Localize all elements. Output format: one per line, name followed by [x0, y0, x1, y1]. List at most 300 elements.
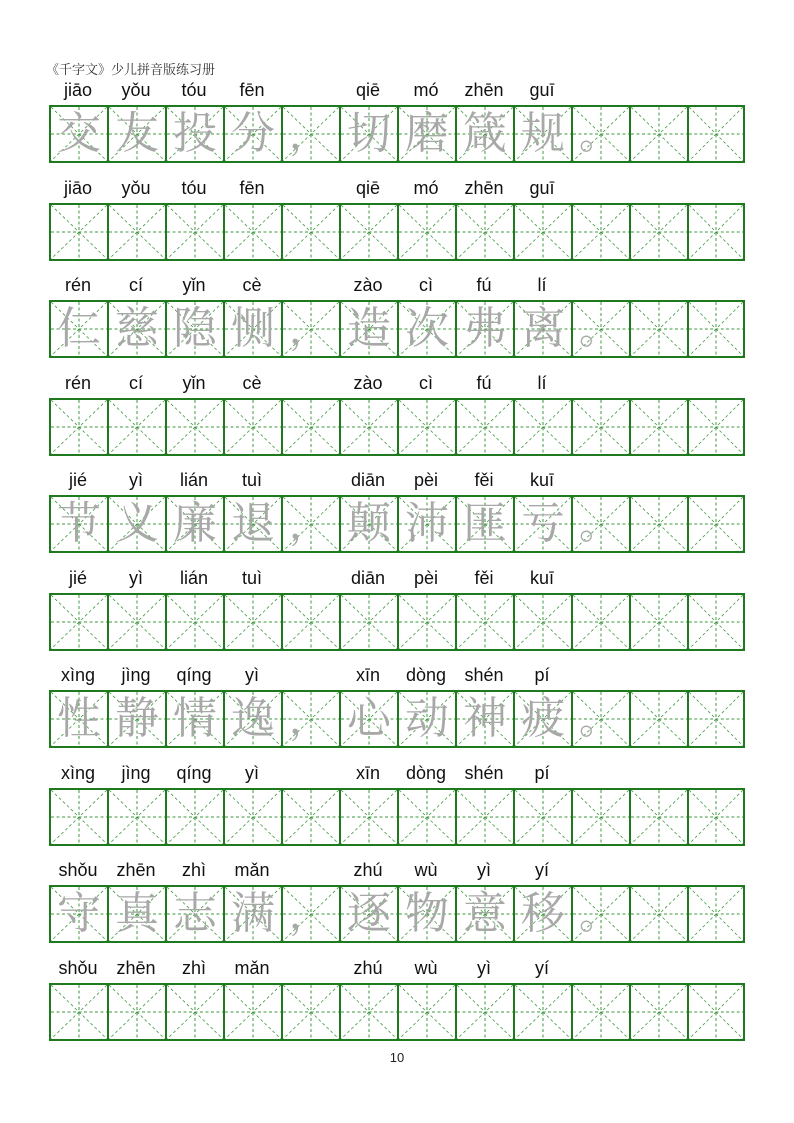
writing-cell[interactable] — [397, 887, 455, 941]
trace-character — [689, 302, 743, 356]
writing-cell[interactable] — [223, 790, 281, 844]
pinyin-line — [49, 372, 745, 396]
pinyin-syllable: mó — [413, 177, 439, 198]
writing-cell[interactable] — [629, 302, 687, 356]
writing-cell[interactable] — [513, 887, 571, 941]
writing-cell[interactable] — [223, 107, 281, 161]
writing-cell[interactable] — [571, 497, 629, 551]
pinyin-syllable: pèi — [413, 470, 439, 490]
writing-cell[interactable] — [49, 985, 107, 1039]
pinyin-syllable: tuì — [241, 470, 262, 490]
writing-cell[interactable] — [397, 302, 455, 356]
pinyin-syllable: yǒu — [121, 80, 151, 100]
writing-cell[interactable] — [107, 497, 165, 551]
writing-cell[interactable] — [165, 497, 223, 551]
writing-cell[interactable] — [629, 400, 687, 454]
writing-cell[interactable] — [571, 107, 629, 161]
blank-character — [399, 595, 455, 649]
writing-cell[interactable] — [571, 595, 629, 649]
character-grid — [49, 593, 745, 651]
pinyin-syllable: zhì — [181, 860, 206, 880]
pinyin-syllable: shén — [464, 762, 504, 783]
writing-cell[interactable] — [397, 205, 455, 259]
writing-cell[interactable] — [455, 302, 513, 356]
trace-character: 意 — [463, 888, 507, 939]
character-grid — [49, 203, 745, 261]
pinyin-syllable: wù — [414, 957, 438, 978]
blank-character — [225, 205, 281, 259]
trace-character: 逐 — [347, 888, 391, 939]
writing-cell[interactable] — [513, 205, 571, 259]
blank-character — [457, 595, 513, 649]
blank-character — [689, 205, 743, 259]
writing-cell[interactable] — [455, 107, 513, 161]
blank-character — [631, 790, 687, 844]
writing-cell[interactable] — [339, 692, 397, 746]
writing-cell[interactable] — [49, 205, 107, 259]
blank-character — [51, 205, 107, 259]
trace-character: 交 — [57, 108, 101, 159]
trace-character: 节 — [57, 498, 101, 549]
writing-cell[interactable] — [107, 400, 165, 454]
writing-cell[interactable] — [49, 595, 107, 649]
blank-character — [341, 400, 397, 454]
writing-cell[interactable] — [281, 400, 339, 454]
writing-cell[interactable] — [339, 302, 397, 356]
writing-cell[interactable] — [629, 205, 687, 259]
pinyin-syllable: zào — [353, 372, 383, 393]
writing-cell[interactable] — [513, 302, 571, 356]
pinyin-syllable: yǐn — [182, 372, 206, 393]
writing-cell[interactable] — [571, 205, 629, 259]
writing-cell[interactable] — [223, 692, 281, 746]
trace-character — [631, 107, 687, 161]
writing-cell[interactable] — [223, 302, 281, 356]
blank-character — [283, 595, 339, 649]
writing-cell[interactable] — [281, 497, 339, 551]
practice-row-blank — [49, 177, 745, 261]
pinyin-syllable: zhēn — [116, 860, 156, 880]
writing-cell[interactable] — [687, 692, 745, 746]
writing-cell[interactable] — [397, 497, 455, 551]
trace-character — [631, 887, 687, 941]
pinyin-syllable: xìng — [60, 762, 96, 783]
pinyin-line — [49, 567, 745, 591]
writing-cell[interactable] — [223, 205, 281, 259]
writing-cell[interactable] — [49, 302, 107, 356]
practice-row-trace — [49, 274, 745, 358]
blank-character — [573, 790, 629, 844]
writing-cell[interactable] — [571, 887, 629, 941]
writing-cell[interactable] — [629, 985, 687, 1039]
writing-cell[interactable] — [571, 985, 629, 1039]
writing-cell[interactable] — [165, 887, 223, 941]
blank-character — [631, 595, 687, 649]
pinyin-syllable: mǎn — [234, 860, 270, 880]
trace-character: 颠 — [347, 498, 391, 549]
writing-cell[interactable] — [513, 790, 571, 844]
trace-character: 隐 — [173, 303, 217, 354]
trace-character: 亏 — [521, 498, 565, 549]
blank-character — [457, 205, 513, 259]
character-grid — [49, 983, 745, 1041]
pinyin-syllable: fēn — [239, 177, 265, 198]
writing-cell[interactable] — [513, 497, 571, 551]
trace-character: 分 — [231, 108, 275, 159]
pinyin-syllable: xìng — [60, 665, 96, 685]
blank-character — [167, 985, 223, 1039]
writing-cell[interactable] — [455, 400, 513, 454]
blank-character — [225, 400, 281, 454]
writing-cell[interactable] — [629, 107, 687, 161]
writing-cell[interactable] — [571, 400, 629, 454]
writing-cell[interactable] — [107, 302, 165, 356]
practice-row-blank — [49, 762, 745, 846]
writing-cell[interactable] — [339, 790, 397, 844]
writing-cell[interactable] — [281, 692, 339, 746]
blank-character — [341, 595, 397, 649]
writing-cell[interactable] — [49, 790, 107, 844]
character-grid — [49, 495, 745, 553]
blank-character — [399, 985, 455, 1039]
trace-character: 动 — [405, 693, 449, 744]
writing-cell[interactable] — [339, 985, 397, 1039]
blank-character — [573, 400, 629, 454]
pinyin-syllable: yì — [244, 762, 259, 783]
blank-character — [573, 595, 629, 649]
writing-cell[interactable] — [165, 692, 223, 746]
pinyin-syllable: yì — [244, 665, 259, 685]
pinyin-syllable: jié — [68, 567, 87, 588]
pinyin-syllable: cì — [418, 372, 433, 393]
pinyin-syllable: cí — [128, 372, 143, 393]
trace-character: 静 — [115, 693, 159, 744]
trace-character: 真 — [115, 888, 159, 939]
writing-cell[interactable] — [165, 985, 223, 1039]
blank-character — [167, 400, 223, 454]
trace-character: 义 — [115, 498, 159, 549]
blank-character — [167, 790, 223, 844]
blank-character — [689, 595, 743, 649]
blank-character — [399, 205, 455, 259]
blank-character — [399, 790, 455, 844]
writing-cell[interactable] — [339, 595, 397, 649]
blank-character — [225, 790, 281, 844]
pinyin-syllable: shǒu — [58, 957, 98, 978]
blank-character — [573, 205, 629, 259]
writing-cell[interactable] — [629, 595, 687, 649]
writing-cell[interactable] — [107, 887, 165, 941]
pinyin-syllable: fěi — [474, 470, 494, 490]
blank-character — [689, 790, 743, 844]
blank-character — [341, 790, 397, 844]
pinyin-syllable: zhēn — [464, 177, 504, 198]
writing-cell[interactable] — [397, 400, 455, 454]
writing-cell[interactable] — [223, 497, 281, 551]
writing-cell[interactable] — [455, 497, 513, 551]
trace-character: 次 — [405, 303, 449, 354]
pinyin-line — [49, 957, 745, 981]
writing-cell[interactable] — [513, 692, 571, 746]
writing-cell[interactable] — [629, 790, 687, 844]
writing-cell[interactable] — [687, 302, 745, 356]
pinyin-syllable: fěi — [474, 567, 494, 588]
writing-cell[interactable] — [339, 205, 397, 259]
pinyin-syllable: jié — [68, 470, 87, 490]
trace-character: 。 — [579, 892, 619, 938]
writing-cell[interactable] — [107, 205, 165, 259]
trace-character: 造 — [347, 303, 391, 354]
trace-character: 切 — [347, 108, 391, 159]
writing-cell[interactable] — [629, 692, 687, 746]
trace-character: 情 — [173, 693, 217, 744]
trace-character: 性 — [57, 693, 101, 744]
blank-character — [689, 985, 743, 1039]
trace-character: 。 — [579, 112, 619, 158]
pinyin-syllable: yǐn — [182, 275, 206, 295]
character-grid — [49, 788, 745, 846]
pinyin-syllable: mó — [413, 80, 439, 100]
trace-character: 箴 — [463, 108, 507, 159]
trace-character: 离 — [521, 303, 565, 354]
writing-cell[interactable] — [455, 887, 513, 941]
writing-cell[interactable] — [165, 302, 223, 356]
writing-cell[interactable] — [107, 790, 165, 844]
trace-character: 慈 — [115, 303, 159, 354]
blank-character — [109, 595, 165, 649]
writing-cell[interactable] — [223, 985, 281, 1039]
writing-cell[interactable] — [165, 790, 223, 844]
writing-cell[interactable] — [687, 107, 745, 161]
blank-character — [283, 790, 339, 844]
pinyin-syllable: qíng — [176, 762, 212, 783]
pinyin-syllable: xīn — [355, 762, 380, 783]
trace-character: 投 — [173, 108, 217, 159]
blank-character — [457, 400, 513, 454]
writing-cell[interactable] — [571, 302, 629, 356]
writing-cell[interactable] — [687, 205, 745, 259]
blank-character — [399, 400, 455, 454]
trace-character: 廉 — [173, 498, 217, 549]
trace-character: 志 — [173, 888, 217, 939]
writing-cell[interactable] — [513, 595, 571, 649]
writing-cell[interactable] — [571, 790, 629, 844]
trace-character: 物 — [405, 888, 449, 939]
pinyin-line — [49, 79, 745, 103]
blank-character — [341, 205, 397, 259]
writing-cell[interactable] — [629, 497, 687, 551]
writing-cell[interactable] — [339, 497, 397, 551]
writing-cell[interactable] — [223, 595, 281, 649]
writing-cell[interactable] — [281, 985, 339, 1039]
writing-cell[interactable] — [107, 985, 165, 1039]
pinyin-line — [49, 664, 745, 688]
pinyin-syllable: jìng — [121, 665, 151, 685]
writing-cell[interactable] — [687, 790, 745, 844]
trace-character: 恻 — [231, 303, 275, 354]
writing-cell[interactable] — [165, 205, 223, 259]
writing-cell[interactable] — [687, 400, 745, 454]
pinyin-syllable: diān — [350, 470, 386, 490]
trace-character: 疲 — [521, 693, 565, 744]
pinyin-syllable: jìng — [121, 762, 151, 783]
writing-cell[interactable] — [49, 887, 107, 941]
pinyin-syllable: dòng — [405, 762, 447, 783]
writing-cell[interactable] — [513, 107, 571, 161]
writing-cell[interactable] — [397, 985, 455, 1039]
writing-cell[interactable] — [281, 595, 339, 649]
writing-cell[interactable] — [281, 107, 339, 161]
pinyin-syllable: tóu — [181, 80, 207, 100]
writing-cell[interactable] — [165, 595, 223, 649]
blank-character — [457, 985, 513, 1039]
writing-cell[interactable] — [281, 790, 339, 844]
pinyin-syllable: shén — [464, 665, 504, 685]
writing-cell[interactable] — [397, 595, 455, 649]
writing-cell[interactable] — [165, 107, 223, 161]
blank-character — [167, 595, 223, 649]
pinyin-syllable: yǒu — [121, 177, 151, 198]
blank-character — [573, 985, 629, 1039]
writing-cell[interactable] — [687, 595, 745, 649]
trace-character: 磨 — [405, 108, 449, 159]
trace-character: ， — [289, 112, 329, 158]
trace-character: 匪 — [463, 498, 507, 549]
pinyin-syllable: wù — [414, 860, 438, 880]
pinyin-syllable: yì — [476, 957, 491, 978]
writing-cell[interactable] — [571, 692, 629, 746]
pinyin-line — [49, 274, 745, 298]
pinyin-syllable: yí — [534, 957, 549, 978]
writing-cell[interactable] — [107, 692, 165, 746]
writing-cell[interactable] — [455, 790, 513, 844]
pinyin-syllable: pí — [534, 665, 550, 685]
blank-character — [51, 595, 107, 649]
blank-character — [283, 985, 339, 1039]
blank-character — [109, 205, 165, 259]
writing-cell[interactable] — [455, 692, 513, 746]
pinyin-syllable: rén — [64, 372, 91, 393]
writing-cell[interactable] — [281, 205, 339, 259]
pinyin-syllable: fú — [476, 372, 492, 393]
blank-character — [283, 400, 339, 454]
blank-character — [341, 985, 397, 1039]
blank-character — [109, 790, 165, 844]
trace-character: 。 — [579, 307, 619, 353]
writing-cell[interactable] — [107, 595, 165, 649]
trace-character: ， — [289, 697, 329, 743]
blank-character — [515, 790, 571, 844]
pinyin-syllable: guī — [529, 80, 555, 100]
pinyin-syllable: cè — [242, 275, 262, 295]
writing-cell[interactable] — [223, 400, 281, 454]
pinyin-syllable: pèi — [413, 567, 439, 588]
blank-character — [631, 205, 687, 259]
writing-cell[interactable] — [629, 887, 687, 941]
writing-cell[interactable] — [281, 887, 339, 941]
trace-character: 规 — [521, 108, 565, 159]
blank-character — [515, 205, 571, 259]
pinyin-syllable: fú — [476, 275, 492, 295]
blank-character — [109, 400, 165, 454]
pinyin-syllable: zhēn — [464, 80, 504, 100]
writing-cell[interactable] — [49, 497, 107, 551]
writing-cell[interactable] — [49, 692, 107, 746]
writing-cell[interactable] — [49, 400, 107, 454]
writing-cell[interactable] — [339, 400, 397, 454]
trace-character: 守 — [57, 888, 101, 939]
writing-cell[interactable] — [223, 887, 281, 941]
writing-cell[interactable] — [687, 985, 745, 1039]
trace-character — [631, 692, 687, 746]
writing-cell[interactable] — [281, 302, 339, 356]
pinyin-syllable: zhú — [353, 860, 383, 880]
writing-cell[interactable] — [339, 887, 397, 941]
writing-cell[interactable] — [107, 107, 165, 161]
writing-cell[interactable] — [397, 692, 455, 746]
pinyin-syllable: lí — [537, 275, 547, 295]
pinyin-syllable: tuì — [241, 567, 262, 588]
pinyin-syllable: qiē — [355, 80, 381, 100]
pinyin-syllable: lián — [179, 470, 209, 490]
trace-character: 心 — [347, 693, 391, 744]
trace-character — [689, 887, 743, 941]
writing-cell[interactable] — [455, 985, 513, 1039]
trace-character — [631, 497, 687, 551]
trace-character: 仁 — [57, 303, 101, 354]
writing-cell[interactable] — [513, 985, 571, 1039]
trace-character: 移 — [521, 888, 565, 939]
trace-character — [689, 497, 743, 551]
blank-character — [457, 790, 513, 844]
writing-cell[interactable] — [397, 790, 455, 844]
writing-cell[interactable] — [687, 887, 745, 941]
writing-cell[interactable] — [455, 205, 513, 259]
pinyin-line — [49, 859, 745, 883]
pinyin-syllable: jiāo — [63, 80, 93, 100]
character-grid — [49, 398, 745, 456]
character-grid — [49, 690, 745, 748]
writing-cell[interactable] — [687, 497, 745, 551]
pinyin-syllable: dòng — [405, 665, 447, 685]
trace-character: ， — [289, 502, 329, 548]
pinyin-syllable: zhēn — [116, 957, 156, 978]
trace-character — [689, 107, 743, 161]
pinyin-line — [49, 762, 745, 786]
trace-character: ， — [289, 307, 329, 353]
writing-cell[interactable] — [49, 107, 107, 161]
pinyin-syllable: kuī — [529, 567, 554, 588]
writing-cell[interactable] — [339, 107, 397, 161]
pinyin-syllable: kuī — [529, 470, 554, 490]
practice-row-blank — [49, 372, 745, 456]
trace-character: ， — [289, 892, 329, 938]
trace-character: 。 — [579, 502, 619, 548]
pinyin-syllable: yì — [476, 860, 491, 880]
practice-row-trace — [49, 664, 745, 748]
pinyin-line — [49, 177, 745, 201]
trace-character: 。 — [579, 697, 619, 743]
practice-row-blank — [49, 567, 745, 651]
writing-cell[interactable] — [165, 400, 223, 454]
writing-cell[interactable] — [397, 107, 455, 161]
blank-character — [631, 400, 687, 454]
writing-cell[interactable] — [455, 595, 513, 649]
writing-cell[interactable] — [513, 400, 571, 454]
blank-character — [283, 205, 339, 259]
pinyin-syllable: guī — [529, 177, 555, 198]
pinyin-syllable: zhì — [181, 957, 206, 978]
